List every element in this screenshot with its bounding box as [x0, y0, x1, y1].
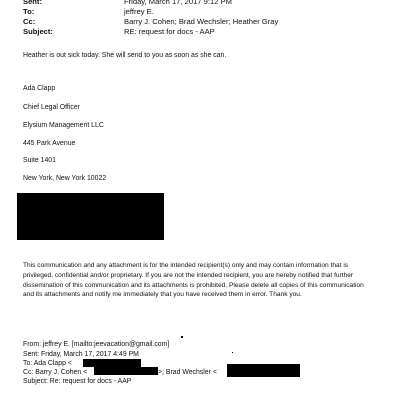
disclaimer-line: This communication and any attachment is for the intended recipient(s) only and may contain information that is	[23, 262, 349, 269]
quoted-from: From: jeffrey E. [mailto:jeevacation@gmail.com]	[23, 341, 170, 348]
quoted-cc-start: Cc: Barry J. Cohen <	[23, 369, 88, 376]
subject-value: RE: request for docs - AAP	[124, 27, 215, 36]
disclaimer-line: and its attachments and notify me immediately that you have received them in error. Thank you.	[23, 291, 302, 298]
sent-value: Friday, March 17, 2017 9:12 PM	[124, 0, 232, 6]
cc-value: Barry J. Cohen; Brad Wechsler; Heather Gray	[124, 17, 279, 26]
signature-name: Ada Clapp	[23, 85, 56, 92]
disclaimer-line: dissemination of this communication and its attachments is prohibited. Please delete all copies of this communication	[23, 282, 364, 289]
stray-mark	[181, 336, 183, 338]
to-value: jeffrey E.	[124, 7, 154, 16]
quoted-to: To: Ada Clapp <	[23, 360, 72, 367]
quoted-sent: Sent: Friday, March 17, 2017 4:49 PM	[23, 351, 139, 358]
disclaimer-line: privileged, confidential and/or proprietary. If you are not the intended recipient, you are hereby notified that further	[23, 272, 354, 279]
signature-address-line-2: Suite 1401	[23, 157, 56, 164]
subject-label: Subject:	[23, 27, 53, 36]
signature-title: Chief Legal Officer	[23, 104, 80, 111]
signature-address-line-1: 445 Park Avenue	[23, 140, 76, 147]
signature-company: Elysium Management LLC	[23, 122, 104, 129]
sent-label: Sent:	[23, 0, 42, 6]
message-body: Heather is out sick today. She will send to you as soon as she can.	[23, 52, 227, 59]
redaction-to-address	[83, 359, 141, 367]
stray-mark	[232, 352, 233, 353]
redaction-cc-address-1	[94, 367, 158, 375]
quoted-subject: Subject: Re: request for docs - AAP	[23, 378, 132, 385]
quoted-cc-middle: >; Brad Wechsler <	[158, 369, 217, 376]
cc-label: Cc:	[23, 17, 36, 26]
to-label: To:	[23, 7, 35, 16]
signature-city: New York, New York 10022	[23, 175, 107, 182]
redaction-cc-address-2	[227, 364, 300, 377]
redaction-box	[17, 193, 164, 240]
